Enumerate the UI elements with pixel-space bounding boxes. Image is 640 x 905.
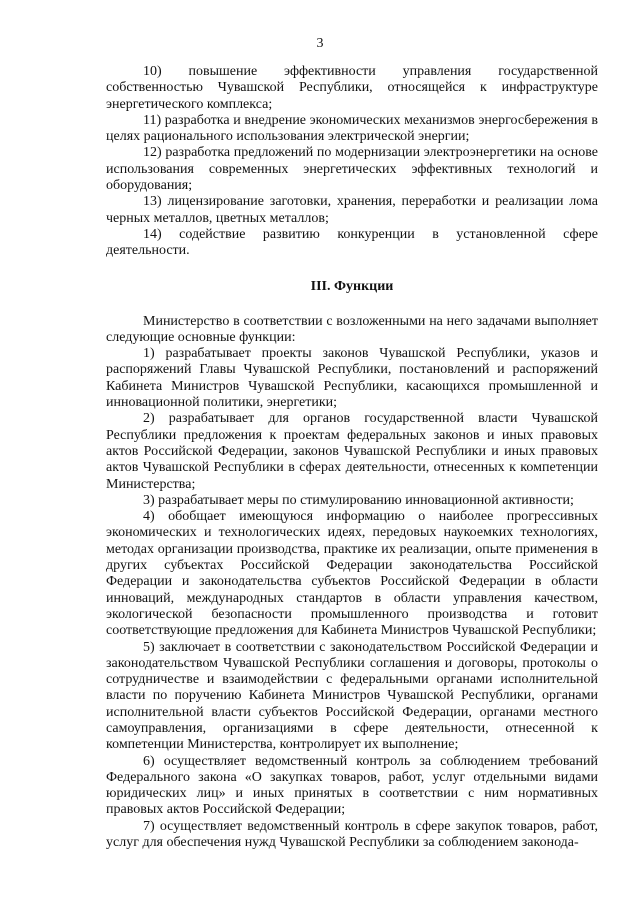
function-item-2: 2) разрабатывает для органов государственной власти Чувашской Республики предложения к проектам федеральных законов и иных правовых актов Российской Федерации, законов Чувашской Республики и иных правовых актов Чувашской Республики в сферах деятельности, отнесенных к компетенции Министерства; bbox=[106, 411, 598, 492]
list-item-10: 10) повышение эффективности управления государственной собственностью Чувашской Республики, относящейся к инфраструктуре энергетического комплекса; bbox=[106, 64, 598, 112]
spacer bbox=[106, 260, 598, 278]
document-body bbox=[106, 64, 598, 851]
function-item-4: 4) обобщает имеющуюся информацию о наиболее прогрессивных экономических и технологических идеях, передовых наукоемких технологиях, методах организации производства, практике их реализации, опыте применения в других субъектах Российской Федерации законодательства Российской Федерации и законодательства субъектов Российской Федерации в области инноваций, международных стандартов в области управления качеством, экологической безопасности промышленного производства и готовит соответствующие предложения для Кабинета Министров Чувашской Республики; bbox=[106, 509, 598, 639]
list-item-14: 14) содействие развитию конкуренции в установленной сфере деятельности. bbox=[106, 226, 598, 259]
intro-paragraph: Министерство в соответствии с возложенными на него задачами выполняет следующие основные функции: bbox=[106, 313, 598, 345]
function-item-3: 3) разрабатывает меры по стимулированию инновационной активности; bbox=[143, 492, 574, 508]
page-number: 3 bbox=[316, 36, 324, 51]
spacer bbox=[106, 296, 598, 314]
function-item-6: 6) осуществляет ведомственный контроль за соблюдением требований Федерального закона «О закупках товаров, работ, услуг отдельными видами юридических лиц» и иных принятых в соответствии с ним нормативных правовых актов Российской Федерации; bbox=[106, 753, 598, 818]
section-heading: III. Функции bbox=[310, 278, 394, 294]
function-item-7: 7) осуществляет ведомственный контроль в сфере закупок товаров, работ, услуг для обеспечения нужд Чувашской Республики за соблюдением законода- bbox=[106, 818, 598, 851]
list-item-11: 11) разработка и внедрение экономических механизмов энергосбережения в целях рационального использования электрической энергии; bbox=[106, 112, 598, 145]
function-item-5: 5) заключает в соответствии с законодательством Российской Федерации и законодательством Чувашской Республики соглашения и договоры, протоколы о сотрудничестве и взаимодействии с федеральными органами исполнительной власти по поручению Кабинета Министров Чувашской Республики, органами исполнительной власти субъектов Российской Федерации, органами местного самоуправления, организациями в сфере деятельности, отнесенной к компетенции Министерства, контролирует их выполнение; bbox=[106, 639, 598, 753]
list-item-12: 12) разработка предложений по модернизации электроэнергетики на основе использования современных энергетических эффективных технологий и оборудования; bbox=[106, 145, 598, 194]
function-item-1: 1) разрабатывает проекты законов Чувашской Республики, указов и распоряжений Главы Чувашской Республики, постановлений и распоряжений Кабинета Министров Чувашской Республики, касающихся промышленной и инновационной политики, энергетики; bbox=[106, 346, 598, 411]
list-item-13: 13) лицензирование заготовки, хранения, переработки и реализации лома черных металлов, цветных металлов; bbox=[106, 194, 598, 226]
